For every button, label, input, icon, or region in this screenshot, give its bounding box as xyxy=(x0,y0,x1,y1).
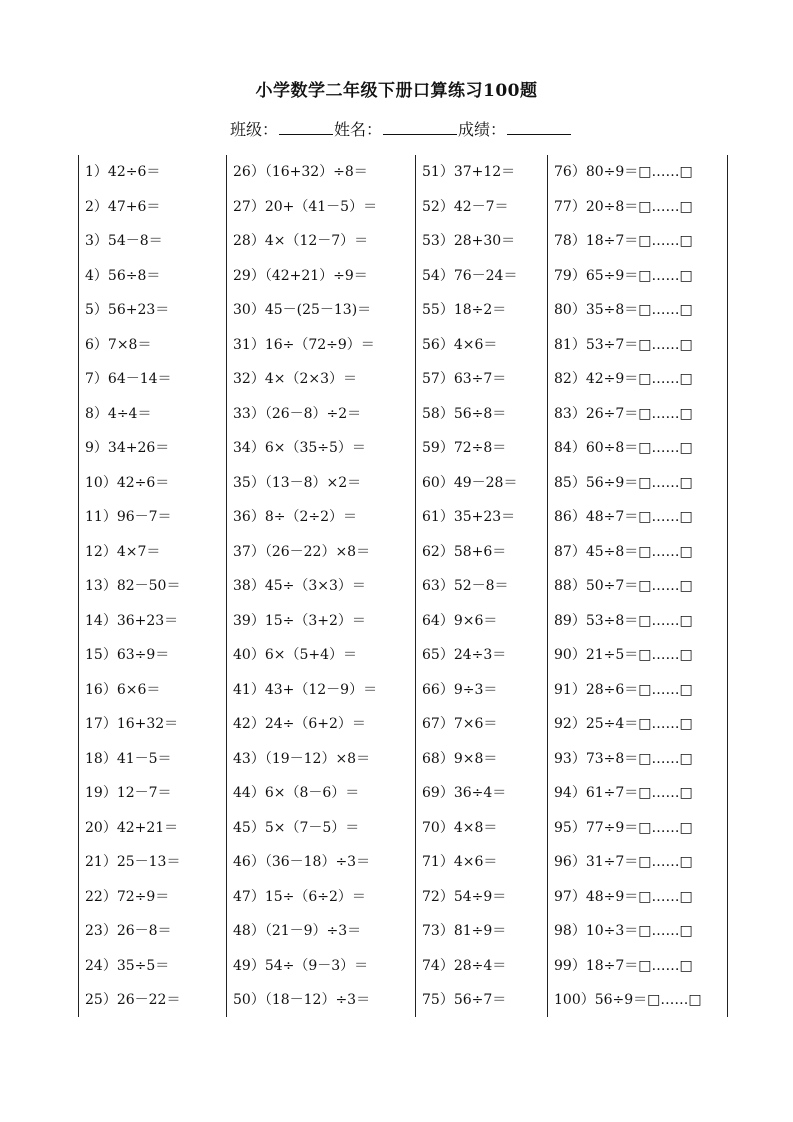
problem-item: 94）61÷7＝□……□ xyxy=(554,785,693,801)
problem-item: 95）77÷9＝□……□ xyxy=(554,819,693,836)
problem-item: 48）（21－9）÷3＝ xyxy=(233,923,362,939)
problem-item: 36）8÷（2÷2）＝ xyxy=(233,509,357,525)
problem-item: 2）47+6＝ xyxy=(85,198,161,215)
problem-item: 21）25－13＝ xyxy=(85,854,181,870)
problem-item: 82）42÷9＝□……□ xyxy=(554,371,693,387)
problem-item: 56）4×6＝ xyxy=(422,336,498,353)
problem-item: 61）35+23＝ xyxy=(422,509,516,525)
problem-item: 30）45－(25－13)＝ xyxy=(233,302,372,318)
problem-item: 54）76－24＝ xyxy=(422,267,518,284)
problem-item: 37）（26－22）×8＝ xyxy=(233,543,371,560)
problem-item: 87）45÷8＝□……□ xyxy=(554,543,693,560)
problem-item: 38）45÷（3×3）＝ xyxy=(233,578,366,594)
problem-item: 42）24÷（6+2）＝ xyxy=(233,716,366,732)
problem-item: 79）65÷9＝□……□ xyxy=(554,267,693,284)
problem-item: 11）96－7＝ xyxy=(85,509,172,525)
problem-item: 50）（18－12）÷3＝ xyxy=(233,992,371,1008)
page-title: 小学数学二年级下册口算练习100题 xyxy=(255,81,538,101)
problem-item: 96）31÷7＝□……□ xyxy=(554,854,693,870)
problem-item: 92）25÷4＝□……□ xyxy=(554,716,693,732)
problem-item: 7）64－14＝ xyxy=(85,371,172,387)
problem-item: 58）56÷8＝ xyxy=(422,405,507,422)
problem-item: 86）48÷7＝□……□ xyxy=(554,509,693,525)
problem-item: 51）37+12＝ xyxy=(422,164,516,180)
column-divider-4 xyxy=(547,155,548,1017)
problem-item: 65）24÷3＝ xyxy=(422,647,507,663)
problem-item: 40）6×（5+4）＝ xyxy=(233,647,357,663)
problem-item: 68）9×8＝ xyxy=(422,750,498,767)
problem-item: 16）6×6＝ xyxy=(85,681,161,698)
class-blank xyxy=(279,133,333,135)
problem-item: 17）16+32＝ xyxy=(85,716,179,732)
problem-item: 70）4×8＝ xyxy=(422,819,498,836)
problem-item: 35）（13－8）×2＝ xyxy=(233,474,362,491)
problem-item: 55）18÷2＝ xyxy=(422,302,507,318)
problem-item: 18）41－5＝ xyxy=(85,750,172,767)
problem-item: 3）54－8＝ xyxy=(85,233,163,249)
problem-item: 22）72÷9＝ xyxy=(85,888,170,905)
problem-item: 34）6×（35÷5）＝ xyxy=(233,440,366,456)
problem-item: 33）（26－8）÷2＝ xyxy=(233,405,362,422)
problem-item: 57）63÷7＝ xyxy=(422,371,507,387)
problem-item: 64）9×6＝ xyxy=(422,612,498,629)
problem-item: 89）53÷8＝□……□ xyxy=(554,612,693,629)
column-divider-3 xyxy=(415,155,416,1017)
problem-item: 8）4÷4＝ xyxy=(85,405,152,422)
problem-item: 1）42÷6＝ xyxy=(85,164,161,180)
problem-item: 81）53÷7＝□……□ xyxy=(554,336,693,353)
problem-item: 44）6×（8－6）＝ xyxy=(233,785,360,801)
problem-item: 93）73÷8＝□……□ xyxy=(554,750,693,767)
student-info-line xyxy=(230,117,572,140)
column-divider-2 xyxy=(226,155,227,1017)
score-label: 成绩： xyxy=(458,120,507,139)
problem-item: 90）21÷5＝□……□ xyxy=(554,647,693,663)
problem-item: 74）28÷4＝ xyxy=(422,957,507,974)
problem-item: 60）49－28＝ xyxy=(422,474,518,491)
problem-item: 23）26－8＝ xyxy=(85,923,172,939)
problem-item: 77）20÷8＝□……□ xyxy=(554,198,693,215)
problem-item: 46）（36－18）÷3＝ xyxy=(233,854,371,870)
name-blank xyxy=(383,133,457,135)
problem-item: 26）（16+32）÷8＝ xyxy=(233,164,368,180)
problem-item: 27）20+（41－5）＝ xyxy=(233,198,378,215)
problem-item: 84）60÷8＝□……□ xyxy=(554,440,693,456)
problem-item: 97）48÷9＝□……□ xyxy=(554,888,693,905)
problem-item: 19）12－7＝ xyxy=(85,785,172,801)
problem-item: 24）35÷5＝ xyxy=(85,957,170,974)
column-divider-5 xyxy=(727,155,728,1017)
problem-item: 29）（42+21）÷9＝ xyxy=(233,267,368,284)
problem-item: 4）56÷8＝ xyxy=(85,267,161,284)
problem-item: 13）82－50＝ xyxy=(85,578,181,594)
problem-item: 49）54÷（9－3）＝ xyxy=(233,957,369,974)
problem-item: 71）4×6＝ xyxy=(422,854,498,870)
problem-item: 91）28÷6＝□……□ xyxy=(554,681,693,698)
problem-item: 39）15÷（3+2）＝ xyxy=(233,612,366,629)
problem-item: 43）（19－12）×8＝ xyxy=(233,750,371,767)
problem-item: 14）36+23＝ xyxy=(85,612,179,629)
problem-item: 15）63÷9＝ xyxy=(85,647,170,663)
problem-item: 76）80÷9＝□……□ xyxy=(554,164,693,180)
problem-item: 12）4×7＝ xyxy=(85,543,161,560)
class-label: 班级： xyxy=(230,120,279,139)
name-label: 姓名： xyxy=(334,120,383,139)
problem-item: 72）54÷9＝ xyxy=(422,888,507,905)
problem-item: 10）42÷6＝ xyxy=(85,474,170,491)
problem-item: 66）9÷3＝ xyxy=(422,681,498,698)
problem-item: 99）18÷7＝□……□ xyxy=(554,957,693,974)
problem-item: 62）58+6＝ xyxy=(422,543,507,560)
score-blank xyxy=(507,133,571,135)
problem-item: 32）4×（2×3）＝ xyxy=(233,371,357,387)
problem-item: 80）35÷8＝□……□ xyxy=(554,302,693,318)
problem-item: 53）28+30＝ xyxy=(422,233,516,249)
column-divider-1 xyxy=(78,155,79,1017)
problem-item: 52）42－7＝ xyxy=(422,198,509,215)
problem-item: 9）34+26＝ xyxy=(85,440,170,456)
problem-item: 75）56÷7＝ xyxy=(422,992,507,1008)
problem-item: 63）52－8＝ xyxy=(422,578,509,594)
problem-item: 59）72÷8＝ xyxy=(422,440,507,456)
problem-item: 20）42+21＝ xyxy=(85,819,179,836)
problem-item: 45）5×（7－5）＝ xyxy=(233,819,360,836)
problem-item: 69）36÷4＝ xyxy=(422,785,507,801)
problem-item: 98）10÷3＝□……□ xyxy=(554,923,693,939)
problem-item: 67）7×6＝ xyxy=(422,716,498,732)
problem-item: 73）81÷9＝ xyxy=(422,923,507,939)
problem-item: 6）7×8＝ xyxy=(85,336,152,353)
problem-item: 78）18÷7＝□……□ xyxy=(554,233,693,249)
problem-item: 100）56÷9＝□……□ xyxy=(554,992,702,1008)
problem-item: 83）26÷7＝□……□ xyxy=(554,405,693,422)
problem-item: 88）50÷7＝□……□ xyxy=(554,578,693,594)
problem-item: 25）26－22＝ xyxy=(85,992,181,1008)
problem-item: 41）43+（12－9）＝ xyxy=(233,681,378,698)
problem-item: 47）15÷（6÷2）＝ xyxy=(233,888,366,905)
problem-item: 5）56+23＝ xyxy=(85,302,170,318)
problem-item: 31）16÷（72÷9）＝ xyxy=(233,336,375,353)
problem-item: 85）56÷9＝□……□ xyxy=(554,474,693,491)
problem-item: 28）4×（12－7）＝ xyxy=(233,233,369,249)
